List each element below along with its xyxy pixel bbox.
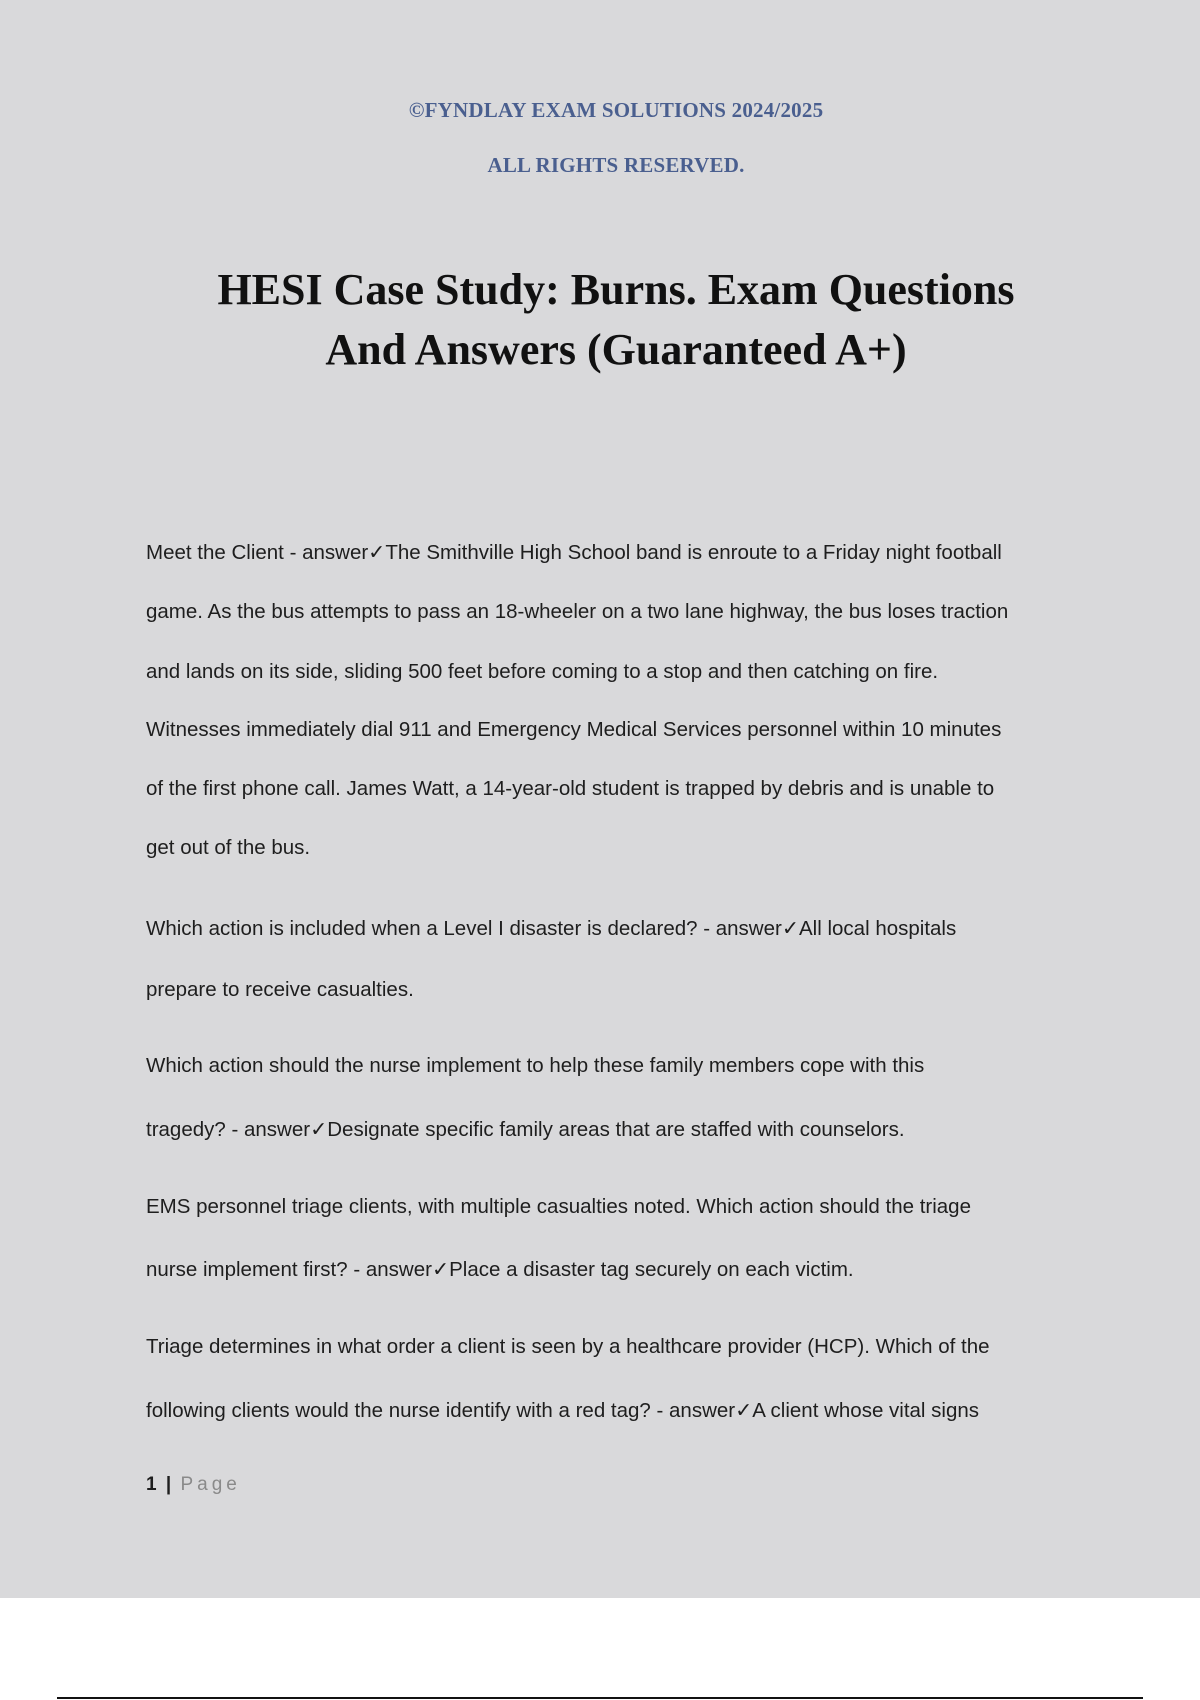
rights-reserved-notice: ALL RIGHTS RESERVED. — [487, 153, 745, 177]
text-line: Triage determines in what order a client is seen by a healthcare provider (HCP). Which of the — [146, 1335, 990, 1358]
text-line: and lands on its side, sliding 500 feet before coming to a stop and then catching on fire. — [146, 660, 939, 683]
page-number: 1 — [146, 1474, 157, 1495]
text-line: Which action is included when a Level I disaster is declared? - answer✓All local hospitals — [146, 917, 957, 940]
text-line: tragedy? - answer✓Designate specific family areas that are staffed with counselors. — [146, 1118, 905, 1141]
text-line: of the first phone call. James Watt, a 14-year-old student is trapped by debris and is unable to — [146, 777, 995, 800]
text-line: Witnesses immediately dial 911 and Emergency Medical Services personnel within 10 minutes — [146, 718, 1002, 741]
text-line: game. As the bus attempts to pass an 18-wheeler on a two lane highway, the bus loses traction — [146, 600, 1009, 623]
text-line: prepare to receive casualties. — [146, 978, 414, 1001]
text-line: Which action should the nurse implement to help these family members cope with this — [146, 1054, 925, 1077]
page-footer — [146, 1474, 241, 1496]
document-title-line-2: And Answers (Guaranteed A+) — [325, 325, 907, 374]
footer-separator: | — [165, 1474, 172, 1495]
text-line: get out of the bus. — [146, 836, 311, 859]
text-line: EMS personnel triage clients, with multiple casualties noted. Which action should the triage — [146, 1195, 971, 1218]
next-page-top-rule — [57, 1697, 1143, 1699]
copyright-notice: ©FYNDLAY EXAM SOLUTIONS 2024/2025 — [408, 98, 824, 122]
text-line: following clients would the nurse identify with a red tag? - answer✓A client whose vital signs — [146, 1399, 980, 1422]
page-label: Page — [180, 1474, 241, 1495]
text-line: nurse implement first? - answer✓Place a disaster tag securely on each victim. — [146, 1258, 854, 1281]
document-title-line-1: HESI Case Study: Burns. Exam Questions — [217, 265, 1015, 314]
document-title — [100, 260, 1132, 380]
text-line: Meet the Client - answer✓The Smithville High School band is enroute to a Friday night football — [146, 541, 1002, 564]
